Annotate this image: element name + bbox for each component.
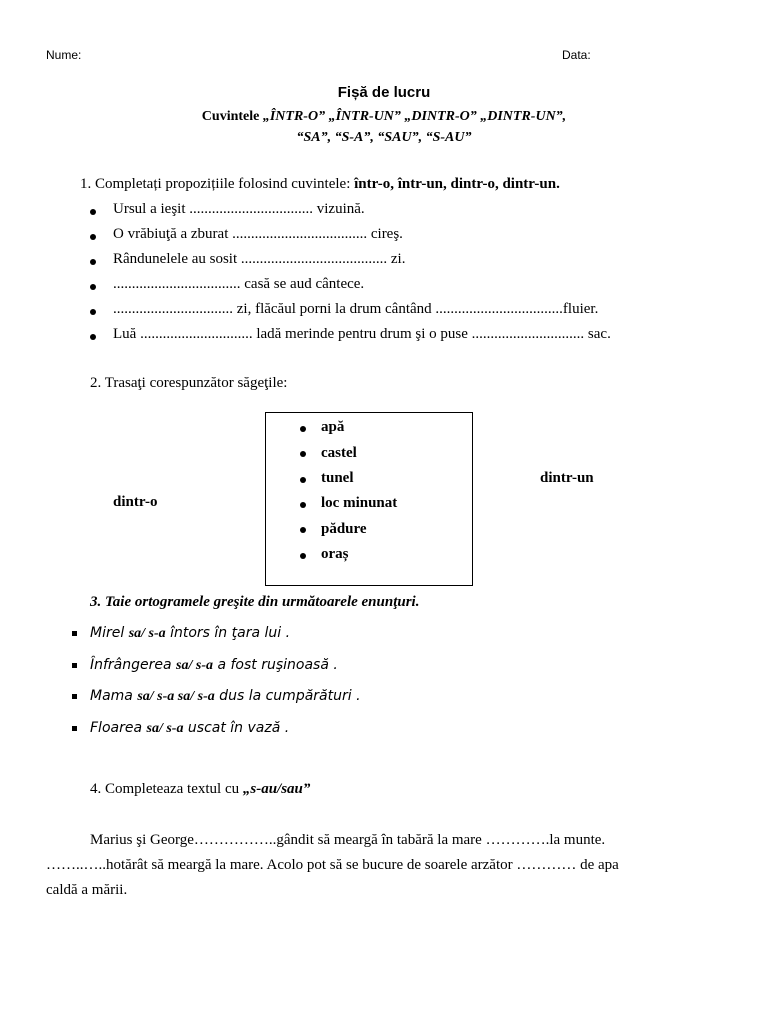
box-item: pădure [321,521,367,537]
exercise4-instruction [90,781,310,798]
item-choice: sa/ s-a [146,721,184,736]
exercise1-instruction [80,176,560,193]
name-label: Nume: [46,48,82,62]
bullet-icon [300,426,306,432]
box-item: apă [321,419,345,435]
bullet-icon [300,502,306,508]
subtitle-prefix: Cuvintele [201,109,263,124]
subtitle-words: „ÎNTR-O” „ÎNTR-UN” „DINTR-O” „DINTR-UN”, [262,109,567,124]
bullet-icon [90,259,96,265]
exercise4-line2: ……..…..hotărât să meargă la mare. Acolo pot să se bucure de soarele arzător ………… de apa [46,857,619,873]
subtitle-line2: “SA”, “S-A”, “SAU”, “S-AU” [296,130,472,145]
word-box [265,412,473,586]
exercise1-item: ................................ zi, flăcăul porni la drum cântând ..................................fluier. [113,301,599,317]
exercise1-item: .................................. casă se aud cântece. [113,276,365,292]
box-item: tunel [321,470,354,486]
square-bullet-icon [72,663,77,668]
item-after: întors în ţara lui . [165,625,291,641]
subtitle-line1 [0,109,768,125]
exercise3-item [90,720,289,737]
exercise4-text: 4. Completeaza textul cu [90,781,243,797]
bullet-icon [90,334,96,340]
item-choice: sa/ s-a sa/ s-a [137,689,215,704]
item-choice: sa/ s-a [128,626,166,641]
exercise1-item: Rândunelele au sosit ....................................... zi. [113,251,406,267]
item-before: Înfrângerea [90,657,177,673]
item-after: dus la cumpărături . [214,688,361,704]
bullet-icon [90,284,96,290]
exercise1-item: O vrăbiuţă a zburat .................................... cireş. [113,226,403,242]
date-label: Data: [562,48,591,62]
item-after: uscat în vază . [183,720,290,736]
left-label: dintr-o [113,494,158,510]
bullet-icon [90,234,96,240]
exercise1-item: Luă .............................. ladă merinde pentru drum şi o puse .............................. sac. [113,326,611,342]
bullet-icon [300,477,306,483]
exercise3-item [90,657,338,674]
exercise1-item: Ursul a ieşit ................................. vizuină. [113,201,365,217]
exercise4-line3: caldă a mării. [46,882,128,898]
bullet-icon [300,553,306,559]
item-before: Mama [90,688,138,704]
item-choice: sa/ s-a [176,658,213,673]
item-after: a fost ruşinoasă . [213,657,338,673]
box-item: castel [321,445,357,461]
square-bullet-icon [72,694,77,699]
exercise3-instruction: 3. Taie ortogramele greşite din următoarele enunţuri. [90,594,420,610]
bullet-icon [90,209,96,215]
right-label: dintr-un [540,470,594,486]
box-item: loc minunat [321,495,398,511]
exercise4-line1: Marius şi George……………..gândit să meargă în tabără la mare ………….la munte. [90,832,606,848]
exercise4-words: „s-au/sau” [242,781,311,797]
bullet-icon [300,451,306,457]
exercise1-words: într-o, într-un, dintr-o, dintr-un. [354,176,560,192]
bullet-icon [300,527,306,533]
exercise3-item [90,625,290,642]
bullet-icon [90,309,96,315]
exercise1-text: 1. Completați propozițiile folosind cuvintele: [80,176,355,192]
item-before: Mirel [90,625,129,641]
square-bullet-icon [72,631,77,636]
exercise3-item [90,688,361,705]
item-before: Floarea [90,720,147,736]
box-item: oraș [321,546,349,562]
exercise2-instruction: 2. Trasaţi corespunzător săgeţile: [90,375,288,391]
page-title: Fișă de lucru [337,84,431,101]
square-bullet-icon [72,726,77,731]
